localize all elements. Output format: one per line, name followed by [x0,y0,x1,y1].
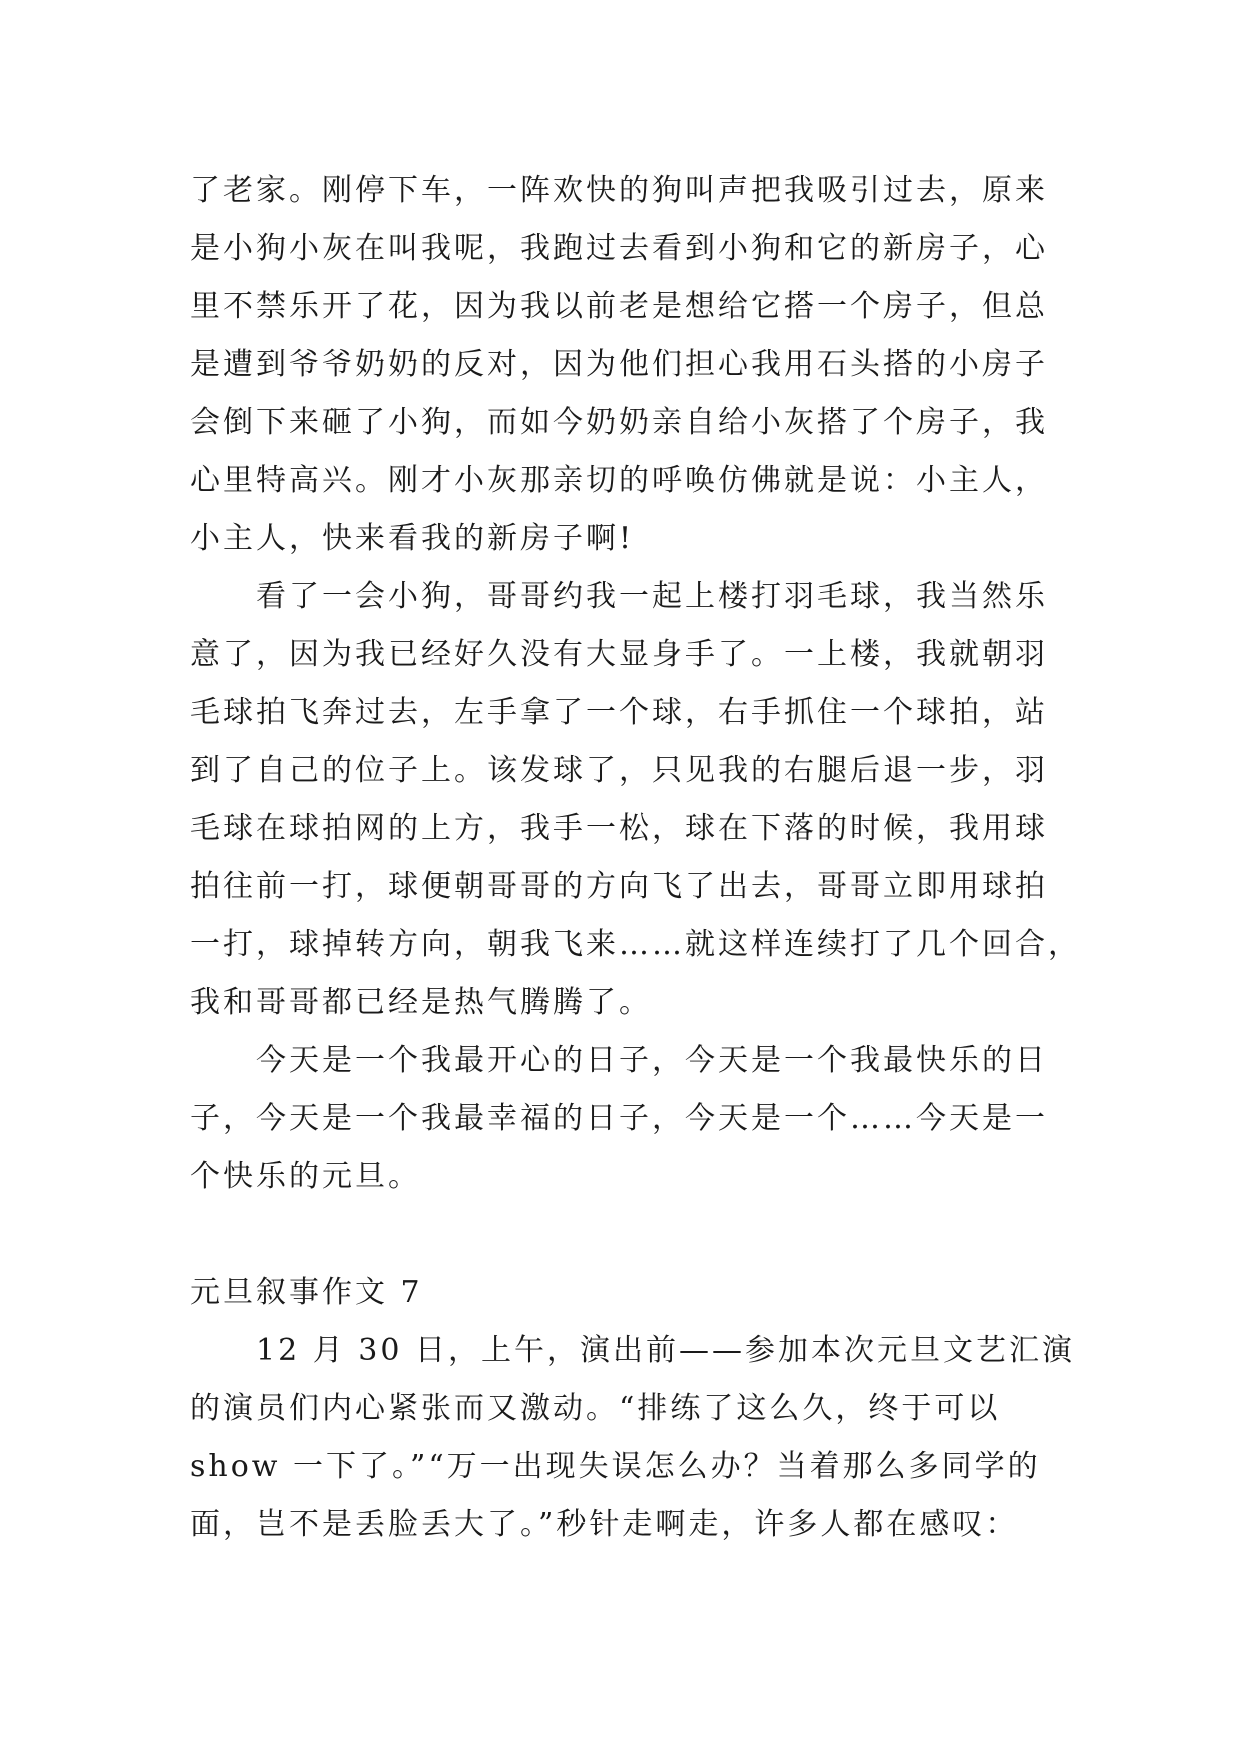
text-line: 意了，因为我已经好久没有大显身手了。一上楼，我就朝羽 [190,637,1048,672]
text-line: 一打，球掉转方向，朝我飞来……就这样连续打了几个回合， [190,927,1081,962]
text-line: 拍往前一打，球便朝哥哥的方向飞了出去，哥哥立即用球拍 [190,869,1048,904]
text-line: 是遭到爷爷奶奶的反对，因为他们担心我用石头搭的小房子 [190,347,1048,382]
text-line: 个快乐的元旦。 [190,1159,421,1194]
text-line: 心里特高兴。刚才小灰那亲切的呼唤仿佛就是说：小主人， [190,463,1048,498]
section-title: 元旦叙事作文 7 [190,1275,423,1310]
paragraph-1 [190,162,1070,568]
text-line: 12 月 30 日，上午，演出前——参加本次元旦文艺汇演 [256,1333,1075,1368]
text-line: 毛球拍飞奔过去，左手拿了一个球，右手抓住一个球拍，站 [190,695,1048,730]
text-line: 看了一会小狗，哥哥约我一起上楼打羽毛球，我当然乐 [256,579,1048,614]
paragraph-4 [190,1322,1075,1554]
paragraph-3 [190,1032,1070,1206]
text-line: show 一下了。”“万一出现失误怎么办？当着那么多同学的 [190,1449,1041,1484]
text-line: 会倒下来砸了小狗，而如今奶奶亲自给小灰搭了个房子，我 [190,405,1048,440]
text-line: 面，岂不是丢脸丢大了。”秒针走啊走，许多人都在感叹： [190,1507,1019,1542]
text-line: 小主人，快来看我的新房子啊! [190,521,635,556]
text-line: 是小狗小灰在叫我呢，我跑过去看到小狗和它的新房子，心 [190,231,1048,266]
text-line: 了老家。刚停下车，一阵欢快的狗叫声把我吸引过去，原来 [190,173,1048,208]
text-line: 我和哥哥都已经是热气腾腾了。 [190,985,652,1020]
text-line: 的演员们内心紧张而又激动。“排练了这么久，终于可以 [190,1391,1001,1426]
text-line: 今天是一个我最开心的日子，今天是一个我最快乐的日 [256,1043,1048,1078]
text-line: 毛球在球拍网的上方，我手一松，球在下落的时候，我用球 [190,811,1048,846]
text-line: 子，今天是一个我最幸福的日子，今天是一个……今天是一 [190,1101,1048,1136]
paragraph-2 [190,568,1081,1032]
text-line: 到了自己的位子上。该发球了，只见我的右腿后退一步，羽 [190,753,1048,788]
text-line: 里不禁乐开了花，因为我以前老是想给它搭一个房子，但总 [190,289,1048,324]
document-body [190,162,1081,1554]
